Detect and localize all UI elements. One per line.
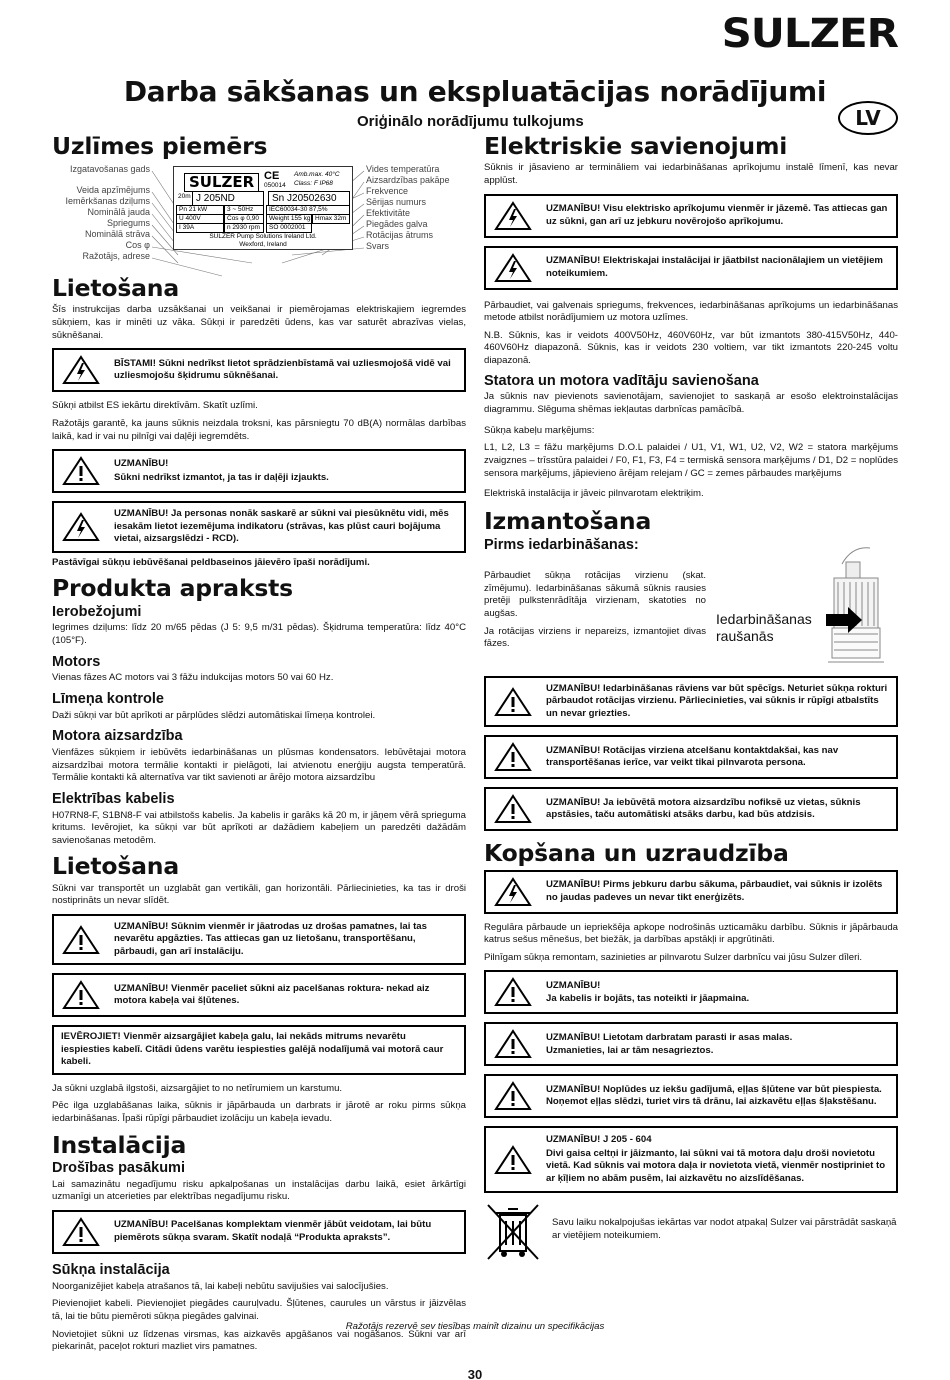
- subheading-before-start: Pirms iedarbināšanas:: [484, 537, 639, 554]
- two-phase-paragraph: Ja rotācijas virziens ir nepareizs, izmantojiet divas fāzes.: [484, 625, 706, 650]
- exclamation-triangle-icon: [62, 980, 100, 1010]
- warning-text: UZMANĪBU! Rotācijas virziena atcelšanu kontaktdakšai, kas nav transportēšanas ierīce, var veikt tikai pilnvarota persona.: [546, 744, 839, 769]
- warning-text: UZMANĪBU! Ja iebūvētā motora aizsardzību nofiksē uz vietas, sūknis apstāsies, taču automātiski atsāks darbu, kad būs atdzisis.: [546, 796, 861, 821]
- storage-paragraph: Ja sūkni uzglabā ilgstoši, aizsargājiet to no netīrumiem un karstumu.: [52, 1082, 343, 1094]
- plate-label-type: Veida apzīmējums: [76, 185, 150, 196]
- plate-label-speed: Rotācijas ātrums: [366, 230, 434, 241]
- nameplate-year: 050014: [264, 182, 286, 190]
- ce-mark: CE: [264, 170, 280, 183]
- warning-text: UZMANĪBU! Pacelšanas komplektam vienmēr jābūt veidotam, lai būtu piemērots sūkņa svaram. Skatīt nodaļā “Produkta apraksts”.: [114, 1219, 432, 1243]
- regular-inspection-paragraph: Regulāra pārbaude un iepriekšēja apkope nodrošinās uzticamāku darbību. Sūknis ir jāpārbauda katrus sešus mēnešus, bet biežāk, ja darbības apstākļi ir apgrūtināti.: [484, 921, 898, 946]
- warning-text: Divi gaisa celtņi ir jāizmanto, lai sūkni vai tā motora daļu droši novietotu vietā. Kad sūknis vai motora daļa ir novietota vietā, vienmēr nostipriniet to ar ķīļiem no abām pusēm, lai aizkavētu no aizslīdēšanas.: [546, 1147, 886, 1184]
- crossed-bin-icon: [484, 1201, 542, 1263]
- nameplate-voltage: U 400V: [176, 214, 224, 224]
- nameplate-serial: Sn J20502630: [268, 191, 350, 206]
- section-heading-operation: Izmantošana: [484, 507, 652, 536]
- nameplate-rpm: n 2930 rpm: [224, 223, 264, 233]
- plate-label-serial: Sērijas numurs: [366, 197, 427, 208]
- nameplate-class: Class: F IP68: [294, 180, 333, 188]
- exclamation-triangle-icon: [494, 1145, 532, 1175]
- nameplate-weight: Weight 155 kg: [266, 214, 312, 224]
- warning-box-cable-damaged: [484, 970, 898, 1014]
- start-reaction-label: [706, 611, 812, 645]
- subheading-limits: Ierobežojumi: [52, 603, 142, 620]
- electrical-paragraph: Sūknis ir jāsavieno ar termināliem vai iedarbināšanas aprīkojumu instalē līmenī, kas nevar applūst.: [484, 162, 898, 186]
- warning-title: UZMANĪBU!: [114, 458, 169, 470]
- subheading-stator: Statora un motora vadītāju savienošana: [484, 372, 759, 389]
- pool-rules-paragraph: Pastāvīgai sūkņu iebūvēšanai peldbaseinos jāievēro īpaši norādījumi.: [52, 556, 370, 568]
- plate-label-manufacturer: Ražotājs, adrese: [82, 251, 150, 262]
- subheading-motor: Motors: [52, 653, 101, 670]
- section-heading-maintenance: Kopšana un uzraudzība: [484, 839, 789, 868]
- page-subtitle: Oriģinālo norādījumu tulkojums: [357, 113, 584, 130]
- nameplate-current: I 39A: [176, 223, 224, 233]
- cable-paragraph: H07RN8-F, S1BN8-F vai atbilstošs kabelis. Ja kabelis ir garāks kā 20 m, ir jāņem vērā sprieguma kritums. Ievērojiet, ka sūkņi var būt aprīkoti ar dažādiem kabeļiem un paredzēti dažādām savienošanas metodēm.: [52, 809, 466, 846]
- exclamation-triangle-icon: [494, 1029, 532, 1059]
- limits-paragraph: Iegrimes dziļums: līdz 20 m/65 pēdas (J 5: 9,5 m/31 pēdas). Šķidruma temperatūra: līdz 40°C (105°F).: [52, 622, 466, 646]
- notice-box-cable: IEVĒROJIET! Vienmēr aizsargājiet kabeļa galu, lai nekāds mitrums nevarētu iespiesties kabelī. Citādi ūdens varētu iespiesties galējā nodalījumā vai motorā caur kabeli.: [52, 1025, 466, 1074]
- motor-protection-paragraph: Vienfāzes sūkņiem ir iebūvēts iedarbināšanas un plūsmas kondensators. Iebūvētajai motora aizsardzībai motora termālie kontakti ir pielāgoti, lai atvienotu enerģiju augsta temperatūrā. Termālie kontakti kā alternatīva var tikt savienoti ar ārējo motora aizsardzību: [52, 746, 466, 784]
- voltage-check-paragraph: Pārbaudiet, vai galvenais spriegums, frekvences, iedarbināšanas aprīkojums un iedarbināšanas metode atbilst norādījumiem uz motora uzlīmes.: [484, 299, 898, 324]
- cable-marking-paragraph: L1, L2, L3 = fāžu marķējums D.O.L palaidei / U1, V1, W1, U2, V2, W2 = statora marķējums zvaigznes – trīsstūra palaidei / F0, F1, F3, F4 = termiskā sensora marķējums / D1, D2 = noplūdes sensora marķējums, jāpievieno ārējam relejam / GC = zemes pārbaudes marķējums: [484, 442, 898, 479]
- warning-text: Ja kabelis ir bojāts, tas noteikti ir jāapmaina.: [546, 992, 750, 1004]
- electric-warning-icon: [62, 512, 100, 542]
- exclamation-triangle-icon: [62, 456, 100, 486]
- warning-box-lifting-kit: [52, 1210, 466, 1254]
- electric-warning-icon: [494, 201, 532, 231]
- exclamation-triangle-icon: [494, 687, 532, 717]
- nameplate-mfr-line2: Wexford, Ireland: [239, 241, 287, 249]
- motor-paragraph: Vienas fāzes AC motors vai 3 fāžu indukcijas motors 50 vai 60 Hz.: [52, 672, 334, 684]
- section-heading-use-2: Lietošana: [52, 852, 179, 881]
- nameplate-manufacturer: [174, 233, 352, 249]
- section-heading-installation: Instalācija: [52, 1130, 187, 1159]
- warning-box-disassembled: [52, 449, 466, 493]
- plate-label-weight: Svars: [366, 241, 390, 252]
- install-paragraph-1: Noorganizējiet kabeļa atrašanos tā, lai kabeļi nebūtu savijušies vai salocījušies.: [52, 1280, 389, 1292]
- nameplate-card: [173, 166, 353, 250]
- nameplate-ambient: Amb.max. 40°C: [294, 171, 340, 179]
- warning-text: Uzmanieties, lai ar tām nesagrieztos.: [546, 1044, 714, 1056]
- cable-marking-heading: Sūkņa kabeļu marķējums:: [484, 424, 595, 436]
- warning-title: UZMANĪBU! Lietotam darbratam parasti ir asas malas.: [546, 1031, 793, 1043]
- recycling-note: [484, 1201, 898, 1263]
- electrician-paragraph: Elektriskā instalācija ir jāveic pilnvarotam elektriķim.: [484, 488, 704, 500]
- warning-box-base: [52, 914, 466, 965]
- start-reaction-line2: raušanās: [716, 627, 774, 644]
- nameplate-hmax: Hmax 32m: [312, 214, 350, 224]
- plate-label-current: Nominālā strāva: [84, 229, 150, 240]
- right-column: [484, 130, 898, 1263]
- transport-paragraph: Sūkni var transportēt un uzglabāt gan vertikāli, gan horizontāli. Pārliecinieties, ka tas ir droši nostiprināts un nevar slīdēt.: [52, 882, 466, 907]
- warning-text: UZMANĪBU! Elektriskajai instalācijai ir jāatbilst nacionālajiem un vietējiem noteikumiem.: [546, 255, 883, 279]
- install-paragraph-3: Novietojiet sūkni uz līdzenas virsmas, kas aizkavēs apgāšanos vai nogāšanos. Sūkni var arī piekarināt, paceļot rokturi mazliet virs pamatnes.: [52, 1328, 466, 1353]
- exclamation-triangle-icon: [494, 742, 532, 772]
- storage-check-paragraph: Pēc ilga uzglabāšanas laika, sūknis ir jāpārbauda un darbrats ir jārotē ar roku pirms sūkņa iedarbināšanas. Īpaši rūpīgi pārbaudiet izolāciju un kabeļa ievadu.: [52, 1100, 466, 1125]
- warning-box-regulations: [484, 246, 898, 290]
- safety-paragraph: Lai samazinātu negadījumu risku apkalpošanas un instalācijas darbu laikā, esiet ārkārtīgi uzmanīgi un atcerieties par elektrības negadījumu risku.: [52, 1178, 466, 1203]
- nameplate-depth: 20m: [178, 193, 191, 201]
- section-heading-use: Lietošana: [52, 274, 179, 303]
- subheading-motor-protection: Motora aizsardzība: [52, 728, 183, 745]
- footer-note: Ražotājs rezervē sev tiesības mainīt dizainu un specifikācijas: [345, 1321, 605, 1332]
- warning-title: UZMANĪBU!: [546, 979, 601, 991]
- nameplate-model: J 205ND: [192, 191, 264, 206]
- warning-title: UZMANĪBU! J 205 - 604: [546, 1134, 652, 1146]
- warning-text: UZMANĪBU! Noplūdes uz iekšu gadījumā, eļļas šļūtene var būt piespiesta. Noņemot eļļas slēdzi, turiet virs tā drānu, lai aizkavētu eļļas šļakstēšanu.: [546, 1084, 882, 1108]
- plate-label-head: Piegādes galva: [366, 219, 428, 230]
- nameplate-cosphi: Cos φ 0,90: [224, 214, 264, 224]
- stator-paragraph: Ja sūknis nav pievienots savienotājam, savienojiet to saskaņā ar esošo elektroinstalācijas diagrammu. Slēguma shēmas iekļautas darbnīcas pamācībā.: [484, 391, 898, 416]
- warning-text: UZMANĪBU! Vienmēr paceliet sūkni aiz pacelšanas roktura- nekad aiz motora kabeļa vai šļūtenes.: [114, 982, 430, 1007]
- danger-text: BĪSTAMI! Sūkni nedrīkst lietot sprādzienbīstamā vai uzliesmojošā vidē vai uzliesmojošu šķidrumu sūknēšanai.: [114, 357, 451, 382]
- page-title: Darba sākšanas un ekspluatācijas norādījumi: [123, 75, 827, 108]
- plate-label-depth: Iemērkšanas dziļums: [65, 196, 150, 207]
- warning-box-auto-restart: [484, 787, 898, 831]
- exclamation-triangle-icon: [494, 1081, 532, 1111]
- plate-label-power: Nominālā jauda: [87, 207, 150, 218]
- nameplate-figure: [52, 166, 466, 284]
- nameplate-freq: 3 ~ 50Hz: [224, 205, 264, 215]
- plate-label-voltage: Spriegums: [106, 218, 150, 229]
- subheading-level: Līmeņa kontrole: [52, 690, 164, 707]
- warning-box-isolate: [484, 870, 898, 914]
- plate-label-cosphi: Cos φ: [125, 240, 150, 251]
- warning-box-hoists: [484, 1126, 898, 1193]
- warning-text: UZMANĪBU! Iedarbināšanas rāviens var būt spēcīgs. Neturiet sūkņa rokturi pārbaudot rotācijas virzienu. Pārliecinieties, vai sūknis ir rūpīgi atbalstīts un nevar griezties.: [546, 682, 888, 719]
- warning-text: UZMANĪBU! Pirms jebkuru darbu sākuma, pārbaudiet, vai sūknis ir izolēts no jaudas padeves un nevar tikt enerģizēts.: [546, 879, 883, 903]
- nameplate-brand: SULZER: [184, 173, 259, 192]
- pump-rotation-illustration: [812, 542, 898, 670]
- warning-box-sharp-edges: [484, 1022, 898, 1066]
- warning-box-earth: [484, 194, 898, 238]
- warning-text: UZMANĪBU! Sūknim vienmēr ir jāatrodas uz drošas pamatnes, lai tas nevarētu apgāzties. Tas attiecas gan uz lietošanu, transportēšanu, pārbaudi, gan arī instalāciju.: [114, 920, 427, 957]
- section-heading-label-example: Uzlīmes piemērs: [52, 132, 268, 160]
- noise-paragraph: Ražotājs garantē, ka jauns sūknis neizdala troksni, kas pārsniegtu 70 dB(A) normālas darbības laikā, kad ir vai nu pilnīgi vai daļēji iegremdēts.: [52, 418, 466, 442]
- warning-triangle-icon: [62, 355, 100, 385]
- plate-label-ambient: Vides temperatūra: [366, 164, 440, 175]
- exclamation-triangle-icon: [494, 977, 532, 1007]
- rotation-figure-block: [484, 556, 898, 670]
- warning-text: UZMANĪBU! Visu elektrisko aprīkojumu vienmēr ir jāzemē. Tas attiecas gan uz sūkni, gan arī uz jebkuru novērojošo aprīkojumu.: [546, 203, 888, 227]
- warning-box-rcd: [52, 501, 466, 552]
- install-paragraph-2: Pievienojiet kabeli. Pievienojiet piegādes cauruļvadu. Šļūtenes, caurules un vārstus ir jāizvēlas tā, lai tie būtu piemēroti sūkņa piegādes galvinai.: [52, 1298, 466, 1322]
- nameplate-so: SO 0002001: [266, 223, 312, 233]
- language-badge: LV: [838, 101, 898, 135]
- plate-label-frequency: Frekvence: [366, 186, 409, 197]
- nameplate-mfr-line1: SULZER Pump Solutions Ireland Ltd.: [209, 233, 317, 241]
- warning-box-start-jerk: [484, 676, 898, 727]
- section-heading-product: Produkta apraksts: [52, 574, 293, 603]
- ec-paragraph: Sūkņi atbilst ES iekārtu direktīvām. Skatīt uzlīmi.: [52, 400, 258, 412]
- rotation-paragraph: Pārbaudiet sūkņa rotācijas virzienu (skat. zīmējumu). Iedarbināšanas sākumā sūknis rausies pretēji pulkstenrādītāja virzienam, skatoties no augšas.: [484, 569, 706, 619]
- start-reaction-line1: Iedarbināšanas: [716, 611, 812, 628]
- overhaul-paragraph: Pilnīgam sūkņa remontam, sazinieties ar pilnvarotu Sulzer darbnīcu vai jūsu Sulzer dīleri.: [484, 951, 863, 963]
- warning-box-lift: [52, 973, 466, 1017]
- exclamation-triangle-icon: [62, 1217, 100, 1247]
- nameplate-standard: IEC60034-30 87,5%: [266, 205, 350, 215]
- plate-label-protection: Aizsardzības pakāpe: [366, 175, 450, 186]
- nameplate-power: Pn 21 kW: [176, 205, 224, 215]
- warning-box-oil: [484, 1074, 898, 1118]
- exclamation-triangle-icon: [494, 794, 532, 824]
- use-paragraph: Šīs instrukcijas darba uzsākšanai un veikšanai ir piemērojamas elektriskajiem iegremdes sūkņiem, kas ir minēti uz vāka. Sūkņi ir paredzēti ūdens, kas var saturēt abrazīvas vielas, sūknēšanai.: [52, 304, 466, 341]
- page-number: 30: [467, 1367, 483, 1380]
- recycling-text: Savu laiku nokalpojušas iekārtas var nodot atpakaļ Sulzer vai pārstrādāt saskaņā ar vietējiem noteikumiem.: [552, 1217, 897, 1241]
- subheading-pump-installation: Sūkņa instalācija: [52, 1261, 170, 1278]
- electric-warning-icon: [494, 877, 532, 907]
- subheading-safety: Drošības pasākumi: [52, 1159, 185, 1176]
- warning-text: Sūkni nedrīkst izmantot, ja tas ir daļēji izjaukts.: [114, 471, 329, 483]
- danger-box: [52, 348, 466, 392]
- exclamation-triangle-icon: [62, 925, 100, 955]
- electric-warning-icon: [494, 253, 532, 283]
- warning-text: UZMANĪBU! Ja personas nonāk saskarē ar sūkni vai piesūknētu vidi, mēs iesakām lietot iezemējuma indikatoru (strāvas, kas plūst cauri bojājuma vietai, aizsargslēdzi - RCD).: [114, 508, 449, 545]
- nb-paragraph: N.B. Sūknis, kas ir veidots 400V50Hz, 460V60Hz, var būt izmantots 380-415V50Hz, 440-460V60Hz diapazonā. Sūknis, kas ir veidots 230 voltiem, var tikt izmantots 220-245 voltu diapazonā.: [484, 329, 898, 367]
- plate-label-efficiency: Efektivitāte: [366, 208, 411, 219]
- subheading-cable: Elektrības kabelis: [52, 790, 175, 807]
- level-paragraph: Daži sūkņi var būt aprīkoti ar pārplūdes slēdzi automātiskai līmeņa kontrolei.: [52, 709, 376, 721]
- left-column: [52, 130, 466, 1359]
- section-heading-electrical: Elektriskie savienojumi: [484, 132, 788, 160]
- plate-label-year: Izgatavošanas gads: [69, 164, 150, 175]
- warning-box-rotation-change: [484, 735, 898, 779]
- sulzer-logo: SULZER: [721, 11, 898, 57]
